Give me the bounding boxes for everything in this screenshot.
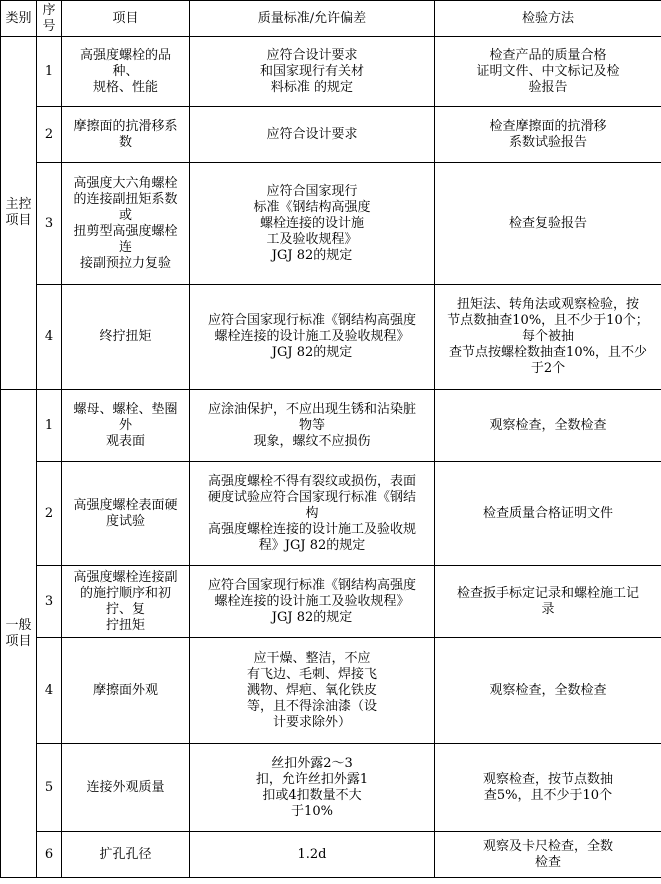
row-item: 摩擦面的抗滑移系 数: [62, 107, 190, 163]
row-method: 观察检查，按节点数抽 查5%，且不少于10个: [435, 744, 661, 832]
row-method: 观察检查，全数检查: [435, 638, 661, 744]
row-standard: 应符合国家现行标准《钢结构高强度 螺栓连接的设计施工及验收规程》 JGJ 82的规定: [190, 566, 435, 638]
row-standard: 应符合国家现行 标准《钢结构高强度 螺栓连接的设计施 工及验收规程》 JGJ 82的规定: [190, 163, 435, 285]
row-method: 检查摩擦面的抗滑移 系数试验报告: [435, 107, 661, 163]
row-standard: 应涂油保护，不应出现生锈和沾染脏 物等 现象，螺纹不应损伤: [190, 390, 435, 462]
row-number: 5: [37, 744, 62, 832]
row-standard: 应干燥、整洁，不应 有飞边、毛刺、焊接飞 溅物、焊疤、氧化铁皮 等，且不得涂油漆（设 计要求除外）: [190, 638, 435, 744]
table-row: [1, 462, 661, 566]
row-standard: 应符合国家现行标准《钢结构高强度 螺栓连接的设计施工及验收规程》 JGJ 82的规定: [190, 285, 435, 390]
row-method: 观察及卡尺检查，全数 检查: [435, 832, 661, 878]
row-item: 连接外观质量: [62, 744, 190, 832]
row-number: 6: [37, 832, 62, 878]
row-number: 4: [37, 638, 62, 744]
row-item: 高强度螺栓的品 种、 规格、性能: [62, 37, 190, 107]
row-number: 4: [37, 285, 62, 390]
row-standard: 应符合设计要求: [190, 107, 435, 163]
row-method: 观察检查，全数检查: [435, 390, 661, 462]
table-row: [1, 163, 661, 285]
row-method: 扭矩法、转角法或观察检验，按 节点数抽查10%，且不少于10个； 每个被抽 查节点按螺栓数抽查10%，且不少 于2个: [435, 285, 661, 390]
header-row: [1, 1, 661, 37]
header-number: 序 号: [37, 1, 62, 37]
category-main-control: 主控 项目: [1, 37, 37, 390]
table-row: [1, 566, 661, 638]
table-row: [1, 744, 661, 832]
table-row: [1, 832, 661, 878]
row-item: 摩擦面外观: [62, 638, 190, 744]
header-item: 项目: [62, 1, 190, 37]
table-row: [1, 37, 661, 107]
row-number: 3: [37, 163, 62, 285]
category-general: 一般 项目: [1, 390, 37, 878]
row-item: 高强度大六角螺栓 的连接副扭矩系数 或 扭剪型高强度螺栓 连 接副预拉力复验: [62, 163, 190, 285]
header-standard: 质量标准/允许偏差: [190, 1, 435, 37]
row-item: 终拧扭矩: [62, 285, 190, 390]
row-standard: 1.2d: [190, 832, 435, 878]
row-number: 2: [37, 107, 62, 163]
row-item: 高强度螺栓连接副 的施拧顺序和初 拧、复 拧扭矩: [62, 566, 190, 638]
row-item: 螺母、螺栓、垫圈 外 观表面: [62, 390, 190, 462]
table-row: [1, 638, 661, 744]
row-method: 检查质量合格证明文件: [435, 462, 661, 566]
row-item: 高强度螺栓表面硬 度试验: [62, 462, 190, 566]
row-standard: 高强度螺栓不得有裂纹或损伤，表面 硬度试验应符合国家现行标准《钢结 构 高强度螺栓连接的设计施工及验收规 程》JGJ 82的规定: [190, 462, 435, 566]
row-method: 检查复验报告: [435, 163, 661, 285]
header-method: 检验方法: [435, 1, 661, 37]
table-row: [1, 285, 661, 390]
row-standard: 应符合设计要求 和国家现行有关材 料标准 的规定: [190, 37, 435, 107]
row-method: 检查产品的质量合格 证明文件、中文标记及检 验报告: [435, 37, 661, 107]
row-method: 检查扳手标定记录和螺栓施工记 录: [435, 566, 661, 638]
row-number: 1: [37, 390, 62, 462]
table-row: [1, 390, 661, 462]
row-item: 扩孔孔径: [62, 832, 190, 878]
row-standard: 丝扣外露2～3 扣，允许丝扣外露1 扣或4扣数量不大 于10%: [190, 744, 435, 832]
row-number: 1: [37, 37, 62, 107]
table-row: [1, 107, 661, 163]
header-category: 类别: [1, 1, 37, 37]
row-number: 3: [37, 566, 62, 638]
row-number: 2: [37, 462, 62, 566]
